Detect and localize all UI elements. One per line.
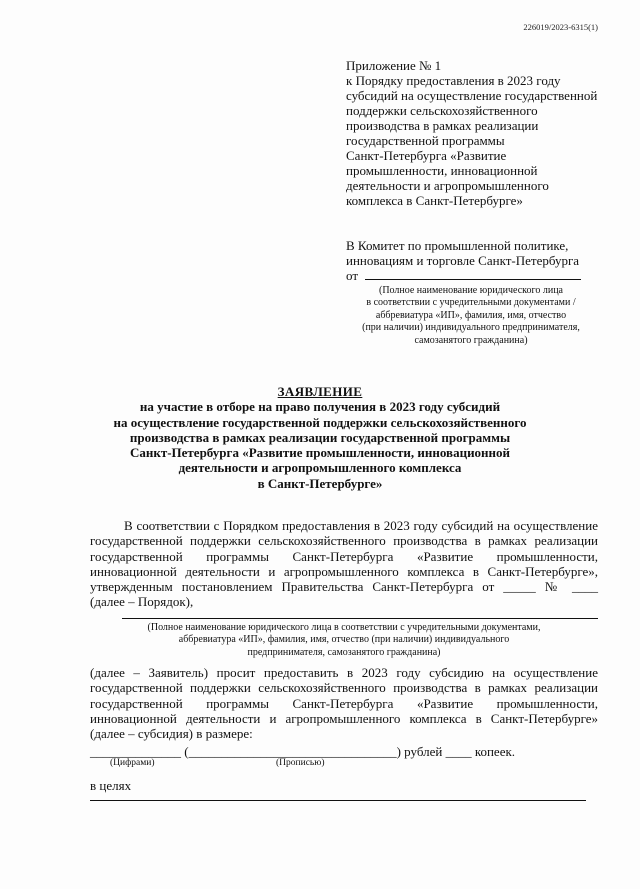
paragraph-line: государственной поддержки сельскохозяйственного производства в рамках реализации: [90, 680, 598, 696]
appendix-line: государственной программы: [346, 133, 505, 148]
note-line: (Полное наименование юридического лица: [378, 285, 563, 296]
appendix-line: комплекса в Санкт-Петербурге»: [346, 193, 523, 208]
paragraph-line: В соответствии с Порядком предоставления в 2023 году субсидий на осуществление: [124, 518, 598, 533]
note-line: (Полное наименование юридического лица в соответствии с учредительными документами,: [147, 622, 541, 633]
note-line: предпринимателя, самозанятого гражданина): [247, 646, 441, 658]
appendix-line: деятельности и агропромышленного: [346, 178, 549, 193]
from-label: от: [346, 268, 359, 283]
applicant-name-field[interactable]: [365, 268, 581, 280]
addressee-note: [340, 285, 602, 347]
paragraph-basis: [90, 518, 598, 610]
appendix-block: [346, 58, 608, 208]
title-line: в Санкт-Петербурге»: [257, 475, 383, 491]
title-line: на осуществление государственной поддержки сельскохозяйственного: [113, 414, 527, 430]
title-line: деятельности и агропромышленного комплекса: [178, 460, 462, 476]
applicant-name-line[interactable]: [122, 618, 598, 619]
document-number: 226019/2023-6315(1): [523, 22, 598, 32]
purpose-line[interactable]: [90, 800, 586, 801]
paragraph-line: (далее – Заявитель) просит предоставить в 2023 году субсидию на осуществление: [90, 665, 598, 680]
paragraph-line: государственной поддержки сельскохозяйственного производства в рамках реализации: [90, 533, 598, 549]
amount-line[interactable]: ______________ (________________________________) рублей ____ копеек.: [90, 744, 516, 759]
paragraph-request: [90, 665, 598, 741]
appendix-line: Санкт-Петербурга «Развитие: [346, 148, 507, 163]
note-line: аббревиатура «ИП», фамилия, имя, отчество (при наличии) индивидуального: [178, 634, 510, 646]
appendix-line: производства в рамках реализации: [346, 118, 539, 133]
note-line: самозанятого гражданина): [414, 334, 528, 346]
applicant-note: [90, 622, 598, 659]
paragraph-line: утвержденным постановлением Правительства Санкт-Петербурга от _____ № ____: [90, 579, 598, 595]
paragraph-line: государственной программы Санкт-Петербурга «Развитие промышленности,: [90, 695, 598, 711]
paragraph-line: инновационной деятельности и агропромышленного комплекса в Санкт-Петербурге»,: [90, 563, 598, 579]
purpose-label: в целях: [90, 778, 132, 793]
paragraph-line: (далее – субсидия) в размере:: [90, 726, 253, 742]
addressee-line: В Комитет по промышленной политике,: [346, 238, 569, 253]
appendix-line: субсидий на осуществление государственной: [346, 88, 598, 103]
document-title: [60, 384, 580, 491]
appendix-line: поддержки сельскохозяйственного: [346, 103, 538, 118]
note-line: в соответствии с учредительными документами /: [366, 297, 576, 309]
note-line: аббревиатура «ИП», фамилия, имя, отчество: [375, 309, 567, 321]
addressee-block: [346, 238, 608, 283]
title-line: производства в рамках реализации государственной программы: [129, 429, 511, 445]
appendix-line: к Порядку предоставления в 2023 году: [346, 73, 561, 88]
paragraph-line: государственной программы Санкт-Петербурга «Развитие промышленности,: [90, 548, 598, 564]
paragraph-line: (далее – Порядок),: [90, 594, 194, 610]
title-line: на участие в отборе на право получения в 2023 году субсидий: [139, 399, 501, 415]
from-line: [346, 268, 608, 283]
title-heading: ЗАЯВЛЕНИЕ: [277, 384, 363, 399]
addressee-line: инновациям и торговле Санкт-Петербурга: [346, 253, 580, 268]
appendix-line: промышленности, инновационной: [346, 163, 538, 178]
digits-caption: (Цифрами): [110, 758, 155, 768]
paragraph-line: инновационной деятельности и агропромышленного комплекса в Санкт-Петербурге»: [90, 710, 598, 726]
note-line: (при наличии) индивидуального предпринимателя,: [362, 322, 580, 334]
appendix-line: Приложение № 1: [346, 58, 442, 73]
words-caption: (Прописью): [276, 758, 325, 768]
title-line: Санкт-Петербурга «Развитие промышленности, инновационной: [129, 445, 511, 461]
